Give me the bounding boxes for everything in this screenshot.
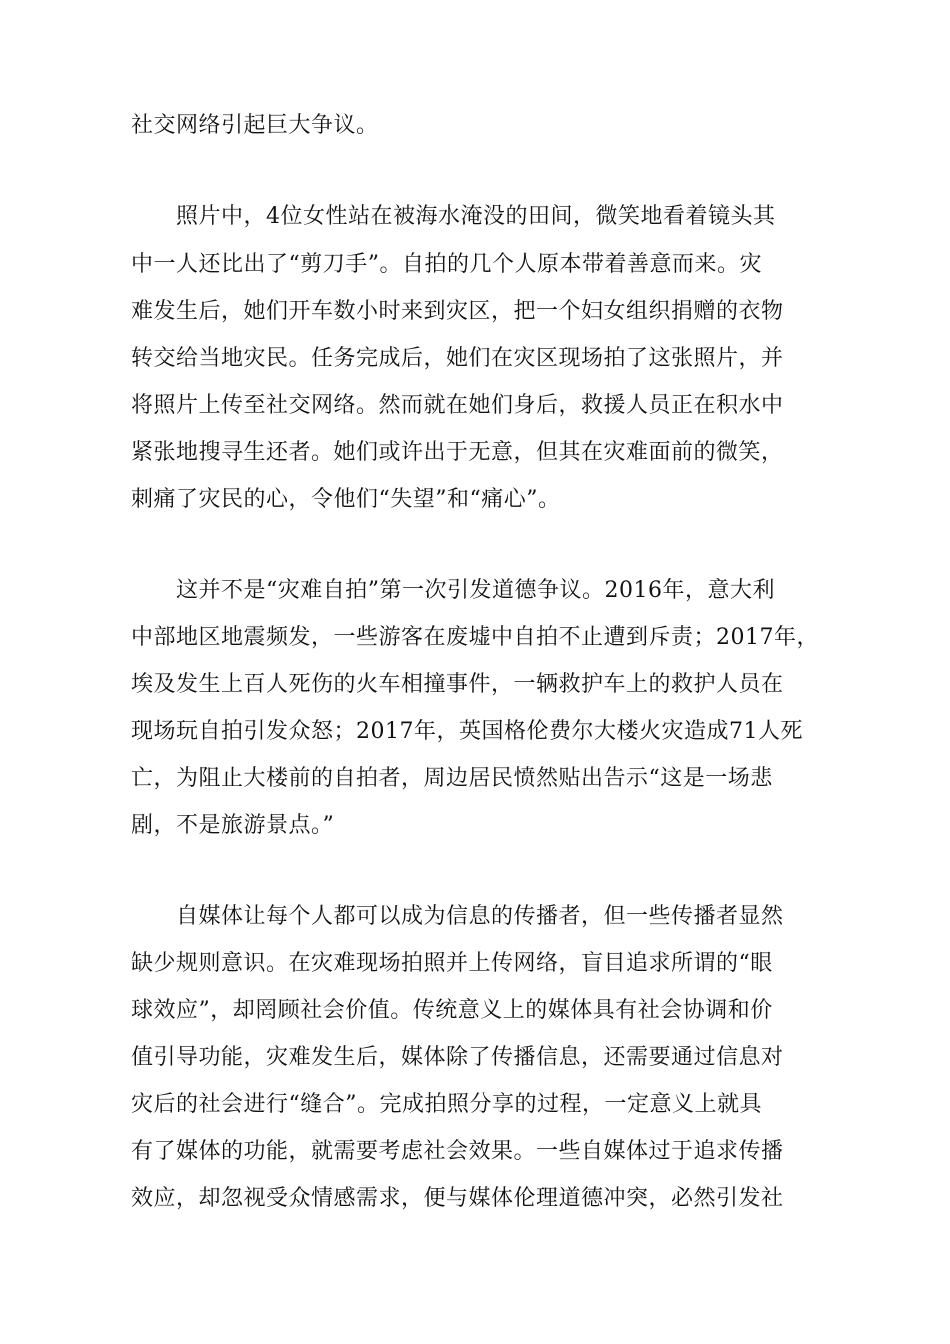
paragraph-3-line-1: 这并不是“灾难自拍”第一次引发道德争议。2016年，意大利 [131,578,775,603]
paragraph-3-line-5: 亡，为阻止大楼前的自拍者，周边居民愤然贴出告示“这是一场悲 [131,766,773,791]
paragraph-4-line-4: 值引导功能，灾难发生后，媒体除了传播信息，还需要通过信息对 [131,1045,784,1070]
paragraph-2-line-3: 难发生后，她们开车数小时来到灾区，把一个妇女组织捐赠的衣物 [131,299,784,324]
paragraph-4-line-1: 自媒体让每个人都可以成为信息的传播者，但一些传播者显然 [131,904,784,929]
paragraph-3-line-3: 埃及发生上百人死伤的火车相撞事件，一辆救护车上的救护人员在 [131,672,784,697]
paragraph-4-line-2: 缺少规则意识。在灾难现场拍照并上传网络，盲目追求所谓的“眼 [131,951,773,976]
paragraph-4-line-6: 有了媒体的功能，就需要考虑社会效果。一些自媒体过于追求传播 [131,1139,784,1164]
paragraph-4-line-5: 灾后的社会进行“缝合”。完成拍照分享的过程，一定意义上就具 [131,1092,762,1117]
paragraph-2-line-7: 刺痛了灾民的心，令他们“失望”和“痛心”。 [131,487,561,512]
paragraph-4-line-3: 球效应”，却罔顾社会价值。传统意义上的媒体具有社会协调和价 [131,998,773,1023]
paragraph-2-line-1: 照片中，4位女性站在被海水淹没的田间，微笑地看着镜头其 [131,204,776,229]
paragraph-2-line-5: 将照片上传至社交网络。然而就在她们身后，救援人员正在积水中 [131,393,784,418]
paragraph-2-line-2: 中一人还比出了“剪刀手”。自拍的几个人原本带着善意而来。灾 [131,252,762,277]
paragraph-2-line-4: 转交给当地灾民。任务完成后，她们在灾区现场拍了这张照片，并 [131,346,784,371]
paragraph-3-line-4: 现场玩自拍引发众怒；2017年，英国格伦费尔大楼火灾造成71人死 [131,719,803,744]
paragraph-3-line-6: 剧，不是旅游景点。” [131,813,335,838]
paragraph-1-line-1: 社交网络引起巨大争议。 [131,113,379,138]
paragraph-3-line-2: 中部地区地震频发，一些游客在废墟中自拍不止遭到斥责；2017年， [131,625,819,650]
paragraph-2-line-6: 紧张地搜寻生还者。她们或许出于无意，但其在灾难面前的微笑， [131,440,784,465]
paragraph-4-line-7: 效应，却忽视受众情感需求，便与媒体伦理道德冲突，必然引发社 [131,1186,784,1211]
